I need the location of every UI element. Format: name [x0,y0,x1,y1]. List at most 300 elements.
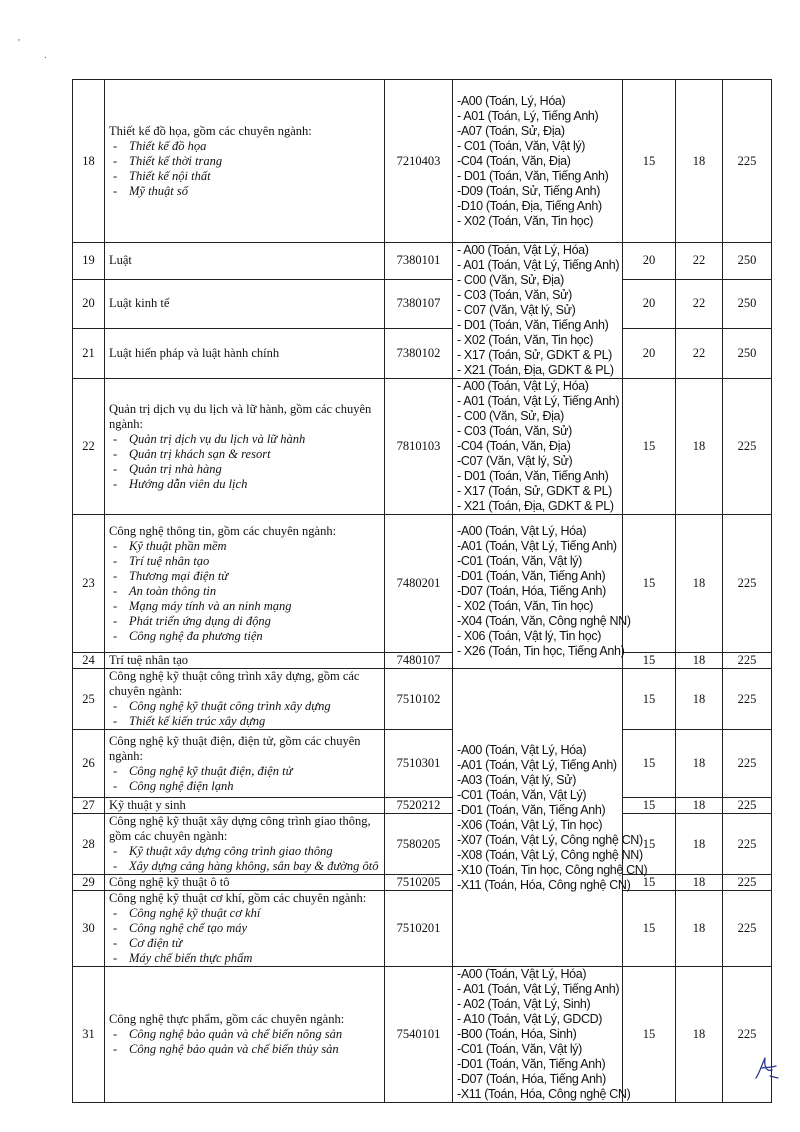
bullet-dash: - [113,461,118,476]
subject-combination: - X17 (Toán, Sử, GDKT & PL) [457,348,612,362]
subject-combination: -A00 (Toán, Vật Lý, Hóa) [457,967,587,981]
specialization-item [109,139,380,154]
quota-cell-3 [723,80,772,243]
specialization-label: Mạng máy tính và an ninh mạng [129,598,292,613]
row-number: 24 [82,653,95,667]
quota-cell-1 [623,891,676,967]
quota-cell-3 [723,669,772,730]
subject-combination: - X02 (Toán, Văn, Tin học) [457,213,594,228]
specialization-item [109,779,380,794]
specialization-label: Quản trị dịch vụ du lịch và lữ hành [129,431,306,446]
subject-combinations-cell [453,669,648,967]
quota-cell-3 [723,814,772,875]
row-number: 25 [82,691,95,706]
quota-cell-2 [676,80,723,243]
subject-combinations-cell [453,80,623,243]
subject-combination: -D01 (Toán, Văn, Tiếng Anh) [457,1057,606,1071]
program-name: Công nghệ kỹ thuật cơ khí, gồm các chuyên ngành: [109,891,367,905]
row-number-cell [73,243,105,280]
specialization-item [109,1027,380,1042]
bullet-dash: - [113,628,118,643]
quota-value-3: 225 [737,153,757,168]
quota-value-2: 18 [692,875,706,889]
quota-cell-1 [623,730,676,798]
quota-cell-2 [676,279,723,328]
specialization-item [109,1042,380,1057]
row-number-cell [73,875,105,891]
quota-cell-3 [723,379,772,515]
specialization-item [109,906,380,921]
quota-value-1: 15 [642,691,656,706]
program-name-cell [105,669,385,730]
specialization-label: Hướng dẫn viên du lịch [129,476,248,491]
quota-value-1: 15 [642,1027,656,1041]
quota-value-1: 20 [642,296,656,311]
program-name-cell [105,814,385,875]
subject-combination: -C04 (Toán, Văn, Địa) [457,439,571,453]
program-name-cell [105,279,385,328]
program-code-cell [385,328,453,378]
program-code-cell [385,515,453,653]
row-number-cell [73,669,105,730]
specialization-item [109,614,380,629]
bullet-dash: - [113,714,118,728]
program-code: 7540101 [396,1027,441,1041]
subject-combination: -D07 (Toán, Hóa, Tiếng Anh) [457,584,606,598]
subject-combination: -X06 (Toán, Vật Lý, Tin học) [457,817,603,832]
subject-combination: - C00 (Văn, Sử, Địa) [457,409,564,423]
program-name: Công nghệ kỹ thuật ô tô [109,875,230,889]
subject-combination: - X02 (Toán, Văn, Tin học) [457,333,594,347]
specialization-item [109,599,380,614]
subject-combination: -A00 (Toán, Lý, Hóa) [457,93,566,108]
specialization-label: Công nghệ đa phương tiện [129,628,263,643]
specialization-item [109,447,380,462]
bullet-dash: - [113,583,118,598]
subject-combination: -X11 (Toán, Hóa, Công nghệ CN) [457,1087,631,1101]
bullet-dash: - [113,1042,118,1056]
bullet-dash: - [113,906,118,920]
quota-cell-1 [623,279,676,328]
specialization-label: Thiết kế kiến trúc xây dựng [129,714,266,728]
quota-cell-1 [623,669,676,730]
program-code: 7380102 [396,345,441,360]
subject-combination: -X10 (Toán, Tin học, Công nghệ CN) [457,862,648,877]
quota-cell-2 [676,891,723,967]
specialization-label: Công nghệ kỹ thuật điện, điện tử [129,763,293,778]
quota-value-3: 250 [737,345,757,360]
subject-combination: - X26 (Toán, Tin học, Tiếng Anh) [457,644,625,658]
quota-cell-1 [623,328,676,378]
specialization-item [109,764,380,779]
specialization-label: Thiết kế thời trang [129,153,223,168]
quota-cell-2 [676,243,723,280]
table-row [73,669,772,730]
subject-combination: -C07 (Văn, Vật lý, Sử) [457,454,573,468]
bullet-dash: - [113,763,118,778]
quota-cell-2 [676,967,723,1103]
program-name: Kỹ thuật y sinh [109,798,186,812]
program-name: Công nghệ thực phẩm, gồm các chuyên ngành: [109,1012,345,1026]
admission-table-body [73,80,772,1103]
quota-cell-2 [676,653,723,669]
quota-value-3: 225 [737,439,757,453]
quota-value-1: 15 [642,756,656,770]
row-number-cell [73,967,105,1103]
subject-combination: - C03 (Toán, Văn, Sử) [457,288,572,302]
quota-value-1: 15 [642,836,656,851]
specialization-label: Thiết kế đồ họa [129,138,207,153]
quota-value-3: 225 [737,576,757,590]
program-name: Luật kinh tế [109,296,170,311]
program-code-cell [385,891,453,967]
admission-table [72,79,772,1103]
quota-value-1: 15 [642,798,656,812]
specialization-label: Quản trị nhà hàng [129,461,222,476]
program-code-cell [385,653,453,669]
subject-combination: - D01 (Toán, Văn, Tiếng Anh) [457,168,609,183]
row-number: 29 [82,875,95,889]
table-row [73,80,772,243]
quota-cell-3 [723,328,772,378]
subject-combination: - D01 (Toán, Văn, Tiếng Anh) [457,469,609,483]
subject-combinations-cell [453,379,623,515]
specialization-item [109,859,380,874]
subject-combinations-cell [453,967,631,1103]
quota-value-2: 18 [692,153,706,168]
subject-combination: -X08 (Toán, Vật Lý, Công nghệ NN) [457,847,643,862]
table-row [73,328,772,378]
quota-value-3: 225 [737,691,757,706]
specialization-label: Công nghệ bảo quản và chế biến thủy sản [129,1042,339,1056]
quota-value-1: 15 [642,153,656,168]
subject-combination: -A00 (Toán, Vật Lý, Hóa) [457,742,587,757]
row-number-cell [73,891,105,967]
program-code: 7380101 [396,253,441,268]
specialization-label: Quản trị khách sạn & resort [129,446,271,461]
specialization-label: Xây dựng cảng hàng không, sân bay & đường ôtô [129,859,379,873]
subject-combination: -C01 (Toán, Văn, Vật lý) [457,1042,582,1056]
bullet-dash: - [113,138,118,153]
row-number: 28 [82,836,95,851]
subject-combination: -C04 (Toán, Văn, Địa) [457,153,571,168]
bullet-dash: - [113,153,118,168]
subject-combination: -A07 (Toán, Sử, Địa) [457,123,565,138]
program-name-cell [105,967,385,1103]
specialization-label: Công nghệ kỹ thuật công trình xây dựng [129,699,331,713]
subject-combination: -B00 (Toán, Hóa, Sinh) [457,1027,577,1041]
subject-combination: -A03 (Toán, Vật lý, Sử) [457,772,577,787]
program-code-cell [385,80,453,243]
program-name: Quản trị dịch vụ du lịch và lữ hành, gồm các chuyên ngành: [109,401,372,431]
bullet-dash: - [113,538,118,553]
program-name-cell [105,653,385,669]
quota-cell-1 [623,798,676,814]
quota-value-2: 18 [692,576,706,590]
specialization-label: Cơ điện tử [129,936,183,950]
program-name: Thiết kế đồ họa, gồm các chuyên ngành: [109,123,312,138]
quota-value-2: 22 [692,253,706,268]
table-row [73,875,772,891]
program-name-cell [105,891,385,967]
quota-value-3: 225 [737,836,757,851]
bullet-dash: - [113,936,118,950]
quota-value-2: 18 [692,691,706,706]
quota-cell-2 [676,379,723,515]
subject-combination: - A00 (Toán, Vật Lý, Hóa) [457,379,589,393]
bullet-dash: - [113,568,118,583]
program-code: 7480201 [396,576,441,590]
quota-value-2: 18 [692,653,706,667]
specialization-item [109,432,380,447]
quota-value-3: 225 [737,756,757,770]
program-code: 7810103 [396,439,441,453]
quota-value-3: 250 [737,253,757,268]
quota-value-3: 225 [737,798,757,812]
subject-combination: - C03 (Toán, Văn, Sử) [457,424,572,438]
table-row [73,814,772,875]
specialization-label: Thương mại điện tử [129,568,229,583]
program-name-cell [105,515,385,653]
row-number-cell [73,515,105,653]
quota-cell-3 [723,730,772,798]
bullet-dash: - [113,951,118,965]
quota-cell-2 [676,730,723,798]
quota-cell-3 [723,653,772,669]
quota-cell-2 [676,798,723,814]
program-name: Luật [109,253,132,268]
specialization-label: Phát triển ứng dụng di động [129,613,271,628]
row-number-cell [73,80,105,243]
program-code: 7380107 [396,296,441,311]
subject-combination: - A00 (Toán, Vật Lý, Hóa) [457,243,589,257]
program-code-cell [385,875,453,891]
row-number: 26 [82,756,95,770]
program-name-cell [105,730,385,798]
subject-combination: - X21 (Toán, Địa, GDKT & PL) [457,363,614,377]
quota-cell-1 [623,379,676,515]
subject-combination: - X21 (Toán, Địa, GDKT & PL) [457,499,614,513]
bullet-dash: - [113,1027,118,1041]
table-row [73,967,772,1103]
program-name-cell [105,798,385,814]
bullet-dash: - [113,183,118,198]
subject-combination: - A01 (Toán, Vật Lý, Tiếng Anh) [457,258,620,272]
quota-value-2: 18 [692,921,706,935]
specialization-item [109,154,380,169]
quota-cell-2 [676,814,723,875]
table-row [73,730,772,798]
quota-cell-1 [623,243,676,280]
program-name-cell [105,379,385,515]
program-name-cell [105,243,385,280]
row-number: 31 [82,1027,95,1041]
corner-mark: ' [18,38,20,49]
row-number: 23 [82,576,95,590]
specialization-item [109,921,380,936]
specialization-item [109,844,380,859]
bullet-dash: - [113,446,118,461]
specialization-item [109,714,380,729]
specialization-label: Công nghệ kỹ thuật cơ khí [129,906,261,920]
quota-value-2: 18 [692,1027,706,1041]
specialization-item [109,584,380,599]
specialization-label: Công nghệ điện lạnh [129,778,234,793]
specialization-item [109,554,380,569]
bullet-dash: - [113,476,118,491]
bullet-dash: - [113,553,118,568]
subject-combination: - X17 (Toán, Sử, GDKT & PL) [457,484,612,498]
subject-combination: - X06 (Toán, Vật lý, Tin học) [457,629,602,643]
program-code: 7580205 [396,836,441,851]
quota-value-1: 15 [642,921,656,935]
specialization-item [109,184,380,199]
specialization-label: Thiết kế nội thất [129,168,211,183]
subject-combination: -A00 (Toán, Vật Lý, Hóa) [457,524,587,538]
specialization-label: Trí tuệ nhân tạo [129,553,210,568]
bullet-dash: - [113,613,118,628]
program-name: Công nghệ thông tin, gồm các chuyên ngành: [109,523,337,538]
program-code: 7520212 [396,798,441,812]
bullet-dash: - [113,598,118,613]
program-name-cell [105,328,385,378]
bullet-dash: - [113,168,118,183]
program-name: Luật hiến pháp và luật hành chính [109,345,280,360]
program-code: 7210403 [396,153,441,168]
specialization-item [109,169,380,184]
quota-value-3: 225 [737,1027,757,1041]
subject-combination: -X11 (Toán, Hóa, Công nghệ CN) [457,877,631,892]
subject-combination: - X02 (Toán, Văn, Tin học) [457,599,594,613]
quota-value-1: 15 [642,875,656,889]
subject-combination: - C00 (Văn, Sử, Địa) [457,273,564,287]
subject-combination: - A01 (Toán, Vật Lý, Tiếng Anh) [457,982,620,996]
quota-value-1: 20 [642,253,656,268]
program-code-cell [385,798,453,814]
quota-cell-1 [623,967,676,1103]
quota-cell-3 [723,967,772,1103]
subject-combination: -D01 (Toán, Văn, Tiếng Anh) [457,802,606,817]
row-number-cell [73,730,105,798]
quota-value-3: 225 [737,875,757,889]
quota-cell-1 [623,80,676,243]
specialization-item [109,951,380,966]
subject-combination: -X04 (Toán, Văn, Công nghệ NN) [457,614,631,628]
bullet-dash: - [113,859,118,873]
program-code: 7510201 [396,921,441,935]
row-number: 27 [82,798,95,812]
program-name: Công nghệ kỹ thuật điện, điện tử, gồm các chuyên ngành: [109,733,361,763]
specialization-item [109,539,380,554]
subject-combination: - A02 (Toán, Vật Lý, Sinh) [457,997,591,1011]
program-name-cell [105,875,385,891]
bullet-dash: - [113,699,118,713]
quota-cell-3 [723,515,772,653]
subject-combination: - D01 (Toán, Văn, Tiếng Anh) [457,318,609,332]
row-number: 18 [82,153,95,168]
table-row [73,379,772,515]
quota-cell-3 [723,279,772,328]
subject-combination: -D09 (Toán, Sử, Tiếng Anh) [457,183,601,198]
subject-combination: -D01 (Toán, Văn, Tiếng Anh) [457,569,606,583]
specialization-item [109,569,380,584]
table-row [73,798,772,814]
subject-combination: -X07 (Toán, Vật Lý, Công nghệ CN) [457,832,643,847]
bullet-dash: - [113,844,118,858]
quota-value-2: 22 [692,296,706,311]
program-name: Công nghệ kỹ thuật công trình xây dựng, gồm các chuyên ngành: [109,669,360,698]
corner-mark: . [44,50,47,61]
quota-cell-3 [723,891,772,967]
row-number-cell [73,379,105,515]
specialization-label: Công nghệ chế tạo máy [129,921,248,935]
quota-cell-3 [723,875,772,891]
quota-value-3: 225 [737,653,757,667]
program-code-cell [385,243,453,280]
specialization-label: Công nghệ bảo quản và chế biến nông sản [129,1027,343,1041]
initials-signature [752,1052,780,1082]
specialization-label: An toàn thông tin [129,583,217,598]
quota-value-2: 18 [692,439,706,453]
program-code-cell [385,967,453,1103]
quota-cell-2 [676,669,723,730]
quota-cell-1 [623,653,676,669]
row-number: 20 [82,296,95,311]
row-number-cell [73,798,105,814]
row-number-cell [73,653,105,669]
program-code-cell [385,814,453,875]
table-row [73,653,772,669]
row-number-cell [73,279,105,328]
program-code: 7510301 [396,756,441,770]
subject-combination: -D07 (Toán, Hóa, Tiếng Anh) [457,1072,606,1086]
subject-combination: -C01 (Toán, Văn, Vật lý) [457,554,582,568]
program-code-cell [385,279,453,328]
row-number-cell [73,328,105,378]
quota-value-1: 15 [642,439,656,453]
quota-value-3: 250 [737,296,757,311]
bullet-dash: - [113,431,118,446]
subject-combination: - C01 (Toán, Văn, Vật lý) [457,138,586,153]
quota-value-2: 22 [692,345,706,360]
subject-combination: - A01 (Toán, Lý, Tiếng Anh) [457,108,599,123]
specialization-label: Mỹ thuật số [129,183,189,198]
quota-value-1: 15 [642,653,656,667]
program-name-cell [105,80,385,243]
subject-combination: -A01 (Toán, Vật Lý, Tiếng Anh) [457,757,617,772]
row-number: 22 [82,439,95,453]
quota-value-2: 18 [692,756,706,770]
row-number: 21 [82,345,95,360]
quota-cell-3 [723,243,772,280]
quota-value-1: 20 [642,345,656,360]
specialization-label: Máy chế biến thực phẩm [129,951,253,965]
quota-cell-2 [676,515,723,653]
bullet-dash: - [113,921,118,935]
program-name: Công nghệ kỹ thuật xây dựng công trình giao thông, gồm các chuyên ngành: [109,814,371,843]
program-code-cell [385,669,453,730]
program-name: Trí tuệ nhân tạo [109,653,189,667]
specialization-item [109,477,380,492]
subject-combination: -A01 (Toán, Vật Lý, Tiếng Anh) [457,539,617,553]
quota-cell-3 [723,798,772,814]
quota-value-1: 15 [642,576,656,590]
quota-value-2: 18 [692,798,706,812]
subject-combination: - A01 (Toán, Vật Lý, Tiếng Anh) [457,394,620,408]
subject-combinations-cell [453,515,631,669]
row-number-cell [73,814,105,875]
subject-combination: -D10 (Toán, Địa, Tiếng Anh) [457,198,602,213]
